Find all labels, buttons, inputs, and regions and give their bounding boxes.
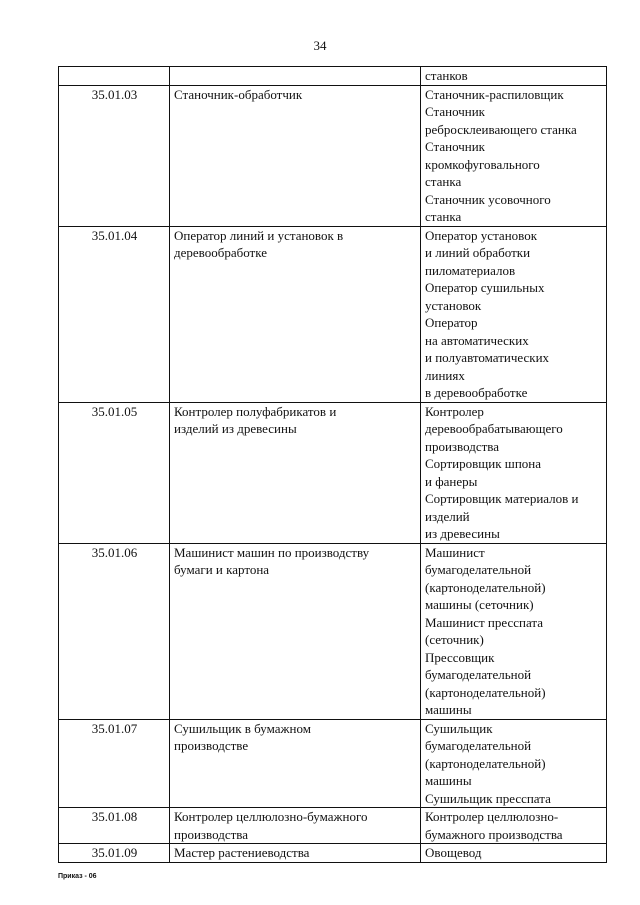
qualification-line: Машинист пресспата	[425, 614, 544, 630]
qualification-line: Оператор	[425, 315, 478, 330]
profession-name-line: производстве	[174, 738, 249, 753]
profession-name-line: Контролер полуфабрикатов и	[174, 403, 337, 419]
profession-code	[59, 67, 170, 86]
profession-name-line: Оператор линий и установок в	[174, 227, 344, 243]
profession-name-line: Машинист машин по производству	[174, 544, 370, 560]
qualification-line: Прессовщик	[425, 649, 495, 665]
qualification-list	[421, 402, 607, 543]
table-row	[59, 543, 607, 719]
qualification-line: пиломатериалов	[425, 262, 516, 278]
qualification-line: Станочник усовочного	[425, 191, 551, 207]
qualification-line: Сортировщик материалов и	[425, 491, 579, 506]
qualification-line: из древесины	[425, 526, 500, 541]
qualification-line: деревообрабатывающего	[425, 421, 563, 436]
qualification-line: на автоматических	[425, 332, 529, 348]
qualification-line: машины	[425, 773, 472, 788]
profession-name-line: Контролер целлюлозно-бумажного	[174, 809, 368, 824]
profession-name	[170, 844, 421, 863]
qualification-line: и фанеры	[425, 473, 478, 489]
qualification-list	[421, 543, 607, 719]
qualification-line: Сушильщик пресспата	[425, 790, 551, 806]
qualification-line: Станочник	[425, 139, 485, 154]
profession-name	[170, 719, 421, 808]
profession-code: 35.01.09	[59, 844, 170, 863]
qualification-list	[421, 844, 607, 863]
profession-name-line: Мастер растениеводства	[174, 845, 310, 860]
profession-name	[170, 85, 421, 226]
qualification-line: машины (сеточник)	[425, 597, 534, 612]
profession-name-line: изделий из древесины	[174, 421, 297, 436]
profession-name-line: Станочник-обработчик	[174, 86, 303, 102]
qualification-line: Сушильщик	[425, 720, 493, 736]
qualification-line: установок	[425, 297, 482, 313]
profession-name	[170, 226, 421, 402]
qualification-line: станка	[425, 174, 462, 189]
profession-name-line: бумаги и картона	[174, 562, 270, 577]
table-body	[59, 67, 607, 863]
profession-name	[170, 402, 421, 543]
qualification-line: Овощевод	[425, 845, 482, 860]
qualification-line: Оператор сушильных	[425, 280, 545, 295]
qualification-line: ребросклеивающего станка	[425, 121, 577, 137]
profession-name	[170, 543, 421, 719]
table-row	[59, 67, 607, 86]
qualification-list	[421, 85, 607, 226]
profession-code: 35.01.06	[59, 543, 170, 719]
profession-name-line: производства	[174, 826, 249, 842]
qualification-line: Машинист	[425, 544, 485, 560]
qualification-line: бумагоделательной	[425, 738, 532, 753]
qualification-line: (картоноделательной)	[425, 755, 546, 771]
table-row	[59, 808, 607, 844]
qualification-line: Контролер	[425, 403, 484, 419]
qualification-line: в деревообработке	[425, 385, 528, 400]
page-number: 34	[313, 38, 327, 53]
qualification-line: и линий обработки	[425, 245, 531, 260]
table-row	[59, 844, 607, 863]
qualification-line: бумагоделательной	[425, 562, 532, 577]
qualification-line: Контролер целлюлозно-	[425, 809, 559, 824]
table-row	[59, 85, 607, 226]
qualification-line: машины	[425, 702, 472, 717]
qualification-line: Станочник-распиловщик	[425, 86, 564, 102]
profession-code: 35.01.08	[59, 808, 170, 844]
qualification-list	[421, 808, 607, 844]
profession-name-line: деревообработке	[174, 245, 267, 260]
qualification-list	[421, 719, 607, 808]
profession-code: 35.01.07	[59, 719, 170, 808]
qualification-line: (картоноделательной)	[425, 579, 546, 595]
professions-table	[58, 66, 607, 863]
profession-name-line: Сушильщик в бумажном	[174, 720, 311, 736]
qualification-list	[421, 226, 607, 402]
profession-code: 35.01.05	[59, 402, 170, 543]
qualification-line: производства	[425, 438, 500, 454]
table-row	[59, 719, 607, 808]
profession-name	[170, 808, 421, 844]
qualification-line: Сортировщик шпона	[425, 456, 542, 471]
qualification-line: (картоноделательной)	[425, 684, 546, 700]
qualification-line: станков	[425, 68, 468, 83]
profession-code: 35.01.03	[59, 85, 170, 226]
profession-name	[170, 67, 421, 86]
qualification-line: (сеточник)	[425, 632, 484, 647]
qualification-line: линиях	[425, 367, 465, 383]
qualification-list	[421, 67, 607, 86]
qualification-line: бумагоделательной	[425, 667, 532, 682]
qualification-line: и полуавтоматических	[425, 350, 550, 365]
qualification-line: кромкофуговального	[425, 156, 540, 172]
qualification-line: Оператор установок	[425, 227, 538, 243]
qualification-line: Станочник	[425, 104, 485, 119]
qualification-line: станка	[425, 209, 462, 224]
table-row	[59, 402, 607, 543]
profession-code: 35.01.04	[59, 226, 170, 402]
table-row	[59, 226, 607, 402]
qualification-line: бумажного производства	[425, 826, 563, 842]
qualification-line: изделий	[425, 508, 470, 524]
footer-order-label: Приказ - 06	[58, 873, 97, 880]
